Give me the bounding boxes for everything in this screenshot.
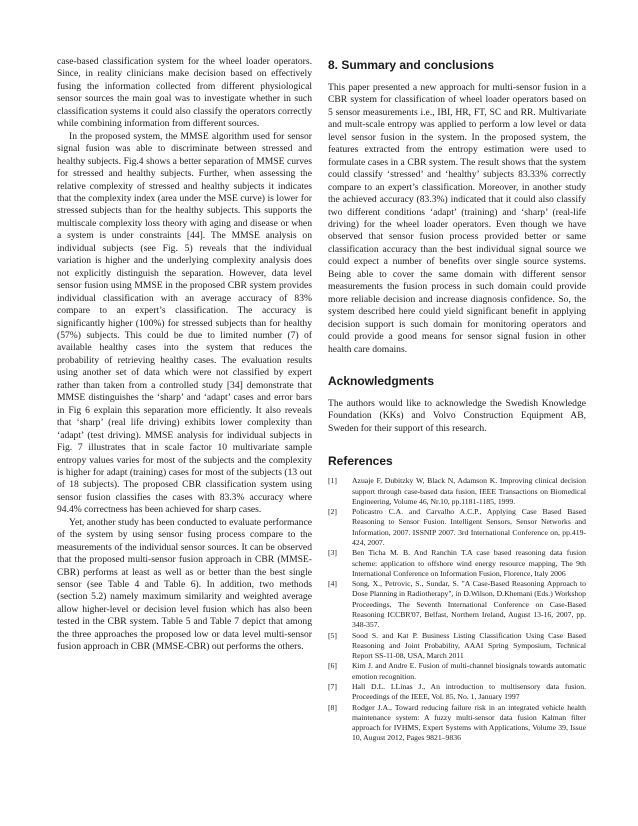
reference-text: Hall D.L. LLinas J., An introduction to multisensory data fusion. Proceedings of the IEEE, Vol. 85, No. 1, January 1997: [352, 682, 586, 702]
acknowledgments-paragraph: The authors would like to acknowledge the Swedish Knowledge Foundation (KKs) and Volvo Construction Equipment AB, Sweden for their support of this research.: [328, 397, 586, 434]
left-column: [57, 56, 312, 654]
reference-number: [4]: [328, 579, 337, 589]
reference-text: Rodger J.A., Toward reducing failure risk in an integrated vehicle health maintenance system: A fuzzy multi-sensor data fusion Kalman filter approach for IVHMS, Expert Systems with Applications, Volume 39, Issue 10, August 2012, Pages 9821–9836: [352, 702, 586, 743]
discussion-paragraph-2: In the proposed system, the MMSE algorithm used for sensor signal fusion was able to discriminate between stressed and healthy subjects. Fig.4 shows a better separation of MMSE curves for stressed and healthy subjects. Further, when assessing the relative complexity of stressed and healthy subjects it indicates that the complexity index (area under the MSE curve) is lower for stressed subjects than for the healthy subjects. This supports the multiscale complexity loss theory with aging and disease or when a system is under constraints [44]. The MMSE analysis on individual subjects (see Fig. 5) reveals that the individual variation is higher and the underlying complexity analysis does not explicitly distinguish the separation. However, data level sensor fusion using MMSE in the proposed CBR system provides individual classification with an average accuracy of 83% compare to an expert’s classification. The accuracy is significantly higher (100%) for stressed subjects than for healthy (57%) subjects. This could be due to limited number (7) of available healthy cases into the system that reduces the probability of retrieving healthy cases. The evaluation results using another set of data which were not classified by expert rather than taken from a controlled study [34] demonstrate that MMSE distinguishes the ‘sharp’ and ‘adapt’ cases and error bars in Fig 6 explain this separation more efficiently. It also reveals that ‘sharp’ (real life driving) exhibits lower complexity than ‘adapt’ (test driving). MMSE analysis for individual subjects in Fig. 7 illustrates that in scale factor 10 multivariate sample entropy values varies for most of the subjects and the complexity is higher for adapt (training) cases for most of the subjects (13 out of 18 subjects). The proposed CBR classification system using sensor fusion classifies the cases with 83.3% accuracy where 94.4% correctness has been achieved for sharp cases.: [57, 130, 312, 516]
reference-number: [2]: [328, 507, 337, 517]
reference-item: [328, 579, 586, 630]
right-column: [328, 56, 586, 744]
reference-text: Policastro C.A. and Carvalho A.C.P., Applying Case Based Based Reasoning to Sensor Fusion. Intelligent Sensors, Sensor Networks and Information, 2007. ISSNIP 2007. 3rd International Conference on, pp.419-424, 2007.: [352, 507, 586, 547]
reference-text: Azuaje F, Dubitzky W, Black N, Adamson K. Improving clinical decision support through case-based data fusion, IEEE Transactions on Biomedical Engineering, Volume 46, Nr.10, pp.1181-1185, 1999.: [352, 476, 586, 506]
reference-item: [328, 682, 586, 702]
reference-item: [328, 703, 586, 744]
summary-heading: 8. Summary and conclusions: [328, 58, 495, 72]
reference-text: Kim J. and Andre E. Fusion of multi-channel biosignals towards automatic emotion recognition.: [352, 661, 586, 681]
reference-item: [328, 548, 586, 579]
summary-paragraph: This paper presented a new approach for multi-sensor fusion in a CBR system for classification of wheel loader operators based on 5 sensor measurements i.e., IBI, HR, FT, SC and RR. Multivariate and mult-scale entropy was applied to perform a low level or data level sensor fusion in the system. In the proposed system, the features extracted from the entropy estimation were used to formulate cases in a CBR system. The result shows that the system could classify ‘stressed’ and ‘healthy’ subjects 83.33% correctly compare to an expert’s classification. Moreover, in another study the achieved accuracy (83.3%) indicated that it could also classify two different conditions ‘adapt’ (training) and ‘sharp’ (real-life driving) for the wheel loader operators. Even though we have observed that sensor fusion process provided better or same classification accuracy than the best individual signal source we could expect a number of benefits over single source systems. Being able to cover the same domain with different sensor measurements the fusion process in such domain could provide more reliable decision and increase diagnosis confidence. So, the system described here could yield significant benefit in applying decision support is such domain for monitoring operators and could provide a good means for sensor signal fusion in other health care domains.: [328, 82, 586, 355]
reference-number: [3]: [328, 548, 337, 558]
reference-item: [328, 631, 586, 662]
reference-number: [1]: [328, 476, 337, 486]
reference-number: [7]: [328, 682, 337, 692]
reference-number: [6]: [328, 661, 337, 671]
reference-number: [5]: [328, 630, 337, 640]
reference-item: [328, 476, 586, 507]
discussion-paragraph-1: case-based classification system for the wheel loader operators. Since, in reality clinicians make decision based on effectively fusing the information collected from different physiological sensor sources the main goal was to investigate whether in such classification systems it could also classify the operators correctly while combining information from different sources.: [57, 56, 312, 130]
reference-text: Ben Ticha M. B. And Ranchin T.A case based reasoning data fusion scheme: application to offshore wind energy resource mapping, The 9th International Conference on Information Fusion, Florence, Italy 2006: [352, 548, 586, 578]
acknowledgments-heading: Acknowledgments: [328, 373, 435, 388]
references-heading: References: [328, 454, 393, 469]
reference-list: [328, 476, 586, 743]
reference-text: Song, X., Petrovic, S., Sundar, S. "A Case-Based Reasoning Approach to Dose Planning in Radiotherapy", in D.Wilson, D.Khemani (Eds.) Workshop Proceedings, The Seventh International Conference on Case-Based Reasoning ICCBR'07, Belfast, Northern Ireland, August 13-16, 2007, pp. 348-357.: [352, 579, 586, 630]
reference-item: [328, 507, 586, 548]
reference-number: [8]: [328, 702, 337, 712]
discussion-paragraph-3: Yet, another study has been conducted to evaluate performance of the system by using sensor fusing process compare to the measurements of the individual sensor sources. It can be observed that the proposed multi-sensor fusion approach in CBR (MMSE-CBR) performs at least as well as or better than the best single sensor (see Table 4 and Table 6). In addition, two methods (section 5.2) namely maximum similarity and weighted average allow higher-level or decision level fusion which has also been tested in the CBR system. Table 5 and Table 7 depict that among the three approaches the proposed low or data level multi-sensor fusion approach in CBR (MMSE-CBR) out performs the others.: [57, 516, 312, 653]
reference-text: Sood S. and Kat P. Business Listing Classification Using Case Based Reasoning and Joint Probability, AAAI Spring Symposium, Technical Report SS-11-08, USA, March 2011: [352, 630, 586, 660]
reference-item: [328, 661, 586, 681]
